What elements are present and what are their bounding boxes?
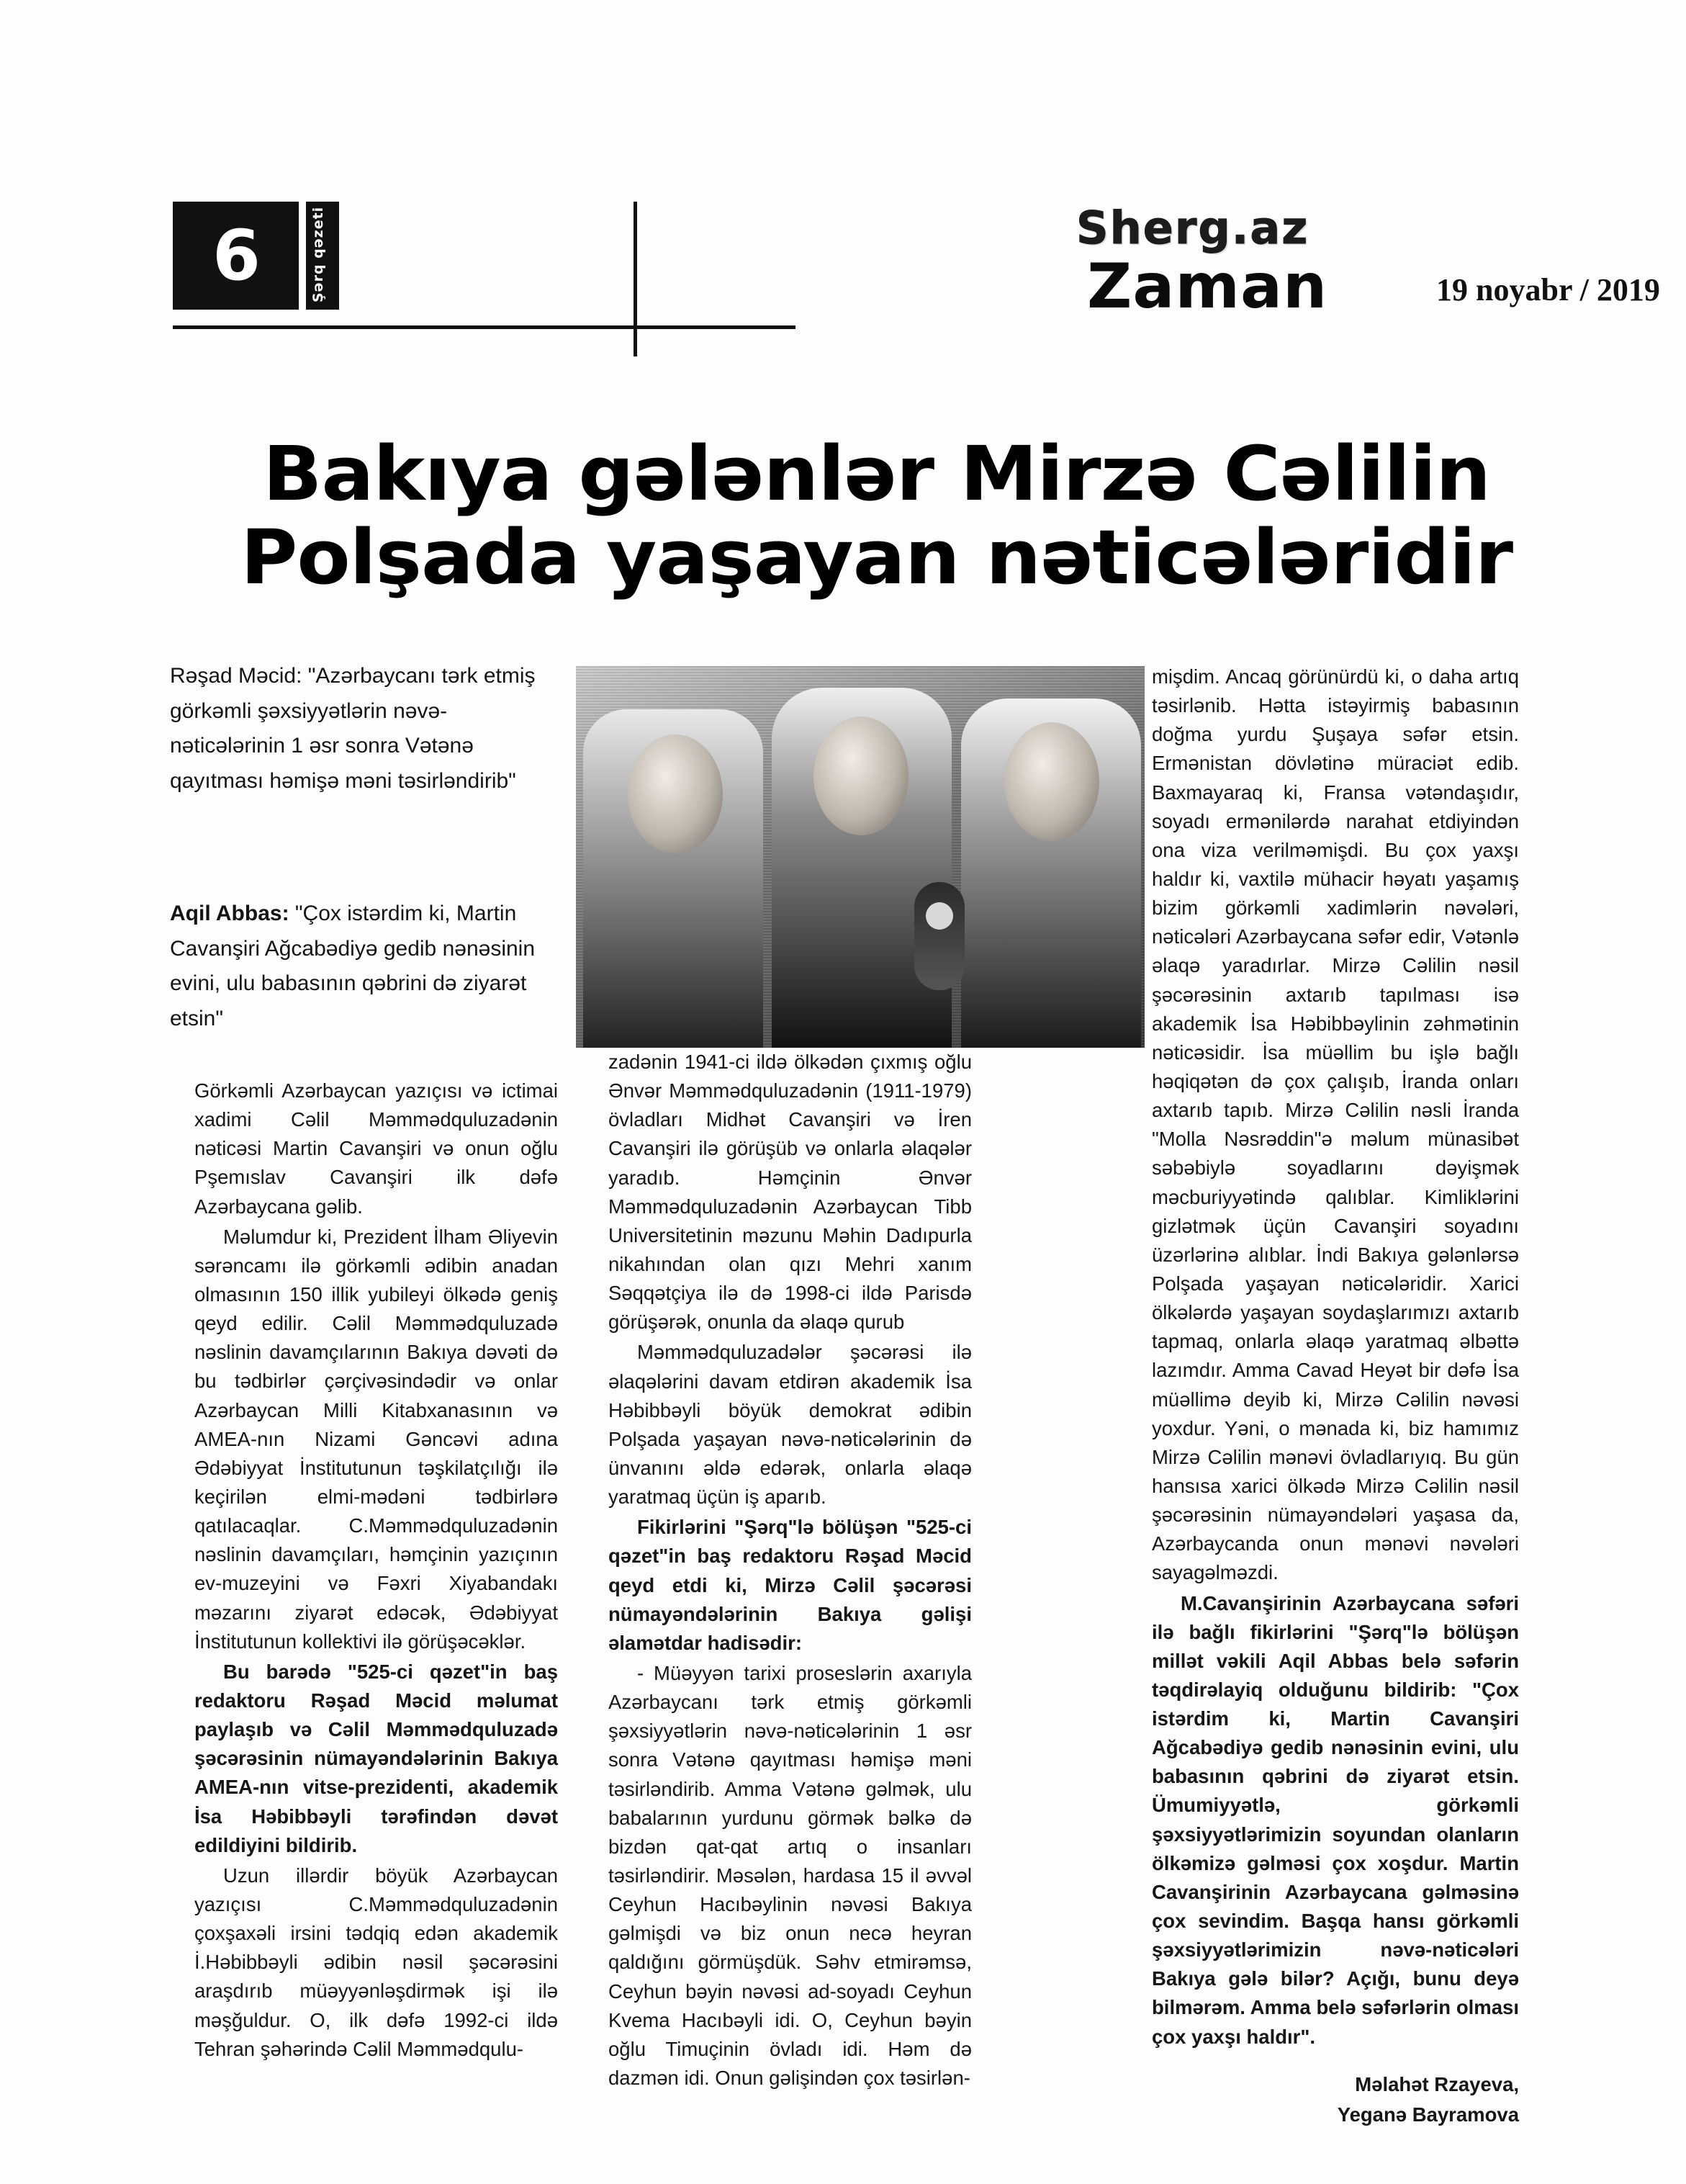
article-headline xyxy=(173,429,1580,602)
headline-line-1: Bakıya gələnlər Mirzə Cəlilin xyxy=(263,429,1491,518)
paragraph: Bu barədə "525-ci qəzet"in baş redaktoru Rəşad Məcid məlumat paylaşıb və Cəlil Məmmədquluzadə şəcərəsinin nümayəndələrinin Bakıya AMEA-nın vitse-prezidenti, akademik İsa Həbibbəyli tərəfindən dəvət edildiyini bildirib. xyxy=(194,1660,558,1856)
byline-line-1: Məlahət Rzayeva, xyxy=(1355,2072,1519,2095)
body-column-right xyxy=(1152,662,1519,2131)
paragraph: Məmmədquluzadələr şəcərəsi ilə əlaqələrini davam etdirən akademik İsa Həbibbəyli böyük demokrat ədibin Polşada yaşayan nəvə-nəticələrinin də ünvanını əldə edərək, onlarla əlaqə yaratmaq üçün iş aparıb. xyxy=(608,1341,972,1509)
issue-date: 19 noyabr / 2019 xyxy=(1436,272,1660,307)
site-url: Sherg.az xyxy=(1076,202,1309,254)
paragraph: Uzun illərdir böyük Azərbaycan yazıçısı C.Məmmədquluzadənin çoxşaxəli irsini tədqiq edən akademik İ.Həbibbəyli ədibin nəsil şəcərəsini araşdırıb müəyyənləşdirmək işi ilə məşğuldur. O, ilk dəfə 1992-ci ildə Tehran şəhərində Cəlil Məmmədqulu- xyxy=(194,1864,558,2060)
paragraph: Görkəmli Azərbaycan yazıçısı və ictimai xadimi Cəlil Məmmədquluzadənin nəticəsi Martin Cavanşiri və onun oğlu Pşemıslav Cavanşiri ilk dəfə Azərbaycana gəlib. xyxy=(194,1079,558,1218)
photo-face-left xyxy=(628,734,723,853)
article-photo xyxy=(576,666,1145,1048)
masthead-rule xyxy=(173,325,795,329)
photo-face-center xyxy=(813,716,909,835)
headline-line-2: Polşada yaşayan nəticələridir xyxy=(240,513,1513,602)
paragraph: zadənin 1941-ci ildə ölkədən çıxmış oğlu Ənvər Məmmədquluzadənin (1911-1979) övladları Midhət Cavanşiri və İren Cavanşiri ilə görüşüb və onlarla əlaqələr yaradıb. Həmçinin Ənvər Məmmədquluzadənin Azərbaycan Tibb Universitetinin məzunu Məhin Dadıpurla nikahından olan qızı Mehri xanım Səqqətçiya ilə də 1998-ci ildə Parisdə görüşərək, onunla da əlaqə qurub xyxy=(608,1051,972,1334)
paragraph: M.Cavanşirinin Azərbaycana səfəri ilə bağlı fikirlərini "Şərq"lə bölüşən millət vəkili Aqil Abbas belə səfərin təqdirəlayiq olduğunu bildirib: "Çox istərdim ki, Martin Cavanşiri Ağcabədiyə gedib nənəsinin evini, ulu babasının qəbrini də ziyarət etsin. Ümumiyyətlə, görkəmli şəxsiyyətlərimizin soyundan olanların ölkəmizə gəlməsi çox xoşdur. Martin Cavanşirinin Azərbaycana gəlməsinə çox sevindim. Başqa hansı görkəmli şəxsiyyətlərimizin nəvə-nəticələri Bakıya gələ bilər? Açığı, bunu deyə bilmərəm. Amma belə səfərlərin olması çox yaxşı haldır". xyxy=(1152,1591,1519,2048)
publication-name: Zaman xyxy=(1087,251,1328,323)
body-column-middle xyxy=(608,1048,972,2094)
photo-face-right xyxy=(1004,722,1099,841)
page-vertical-strip xyxy=(306,202,339,310)
lead-quote-resad-mecid: Rəşad Məcid: "Azərbaycanı tərk etmiş görkəmli şəxsiyyətlərin nəvə-nəticələrinin 1 əsr sonra Vətənə qayıtması həmişə məni təsirləndirib" xyxy=(170,664,536,793)
byline-line-2: Yeganə Bayramova xyxy=(1337,2103,1519,2126)
masthead xyxy=(173,202,1660,353)
lead-quote-aqil-abbas xyxy=(170,896,559,1036)
paragraph: Fikirlərini "Şərq"lə bölüşən "525-ci qəzet"in baş redaktoru Rəşad Məcid qeyd etdi ki, Mirzə Cəlil şəcərəsi nümayəndələrinin Bakıya gəlişi əlamətdar hadisədir: xyxy=(608,1516,972,1654)
paragraph: Məlumdur ki, Prezident İlham Əliyevin sərəncamı ilə görkəmli ədibin anadan olmasının 150 illik yubileyi ölkədə geniş qeyd edilir. Cəlil Məmmədquluzadə nəslinin davamçılarının Bakıya dəvəti də bu tədbirlər çərçivəsindədir və onlar Azərbaycan Milli Kitabxanasının və AMEA-nın Nizami Gəncəvi adına Ədəbiyyat İnstitutunun təşkilatçılığı ilə keçirilən elmi-mədəni tədbirlərə qatılacaqlar. C.Məmmədquluzadənin nəslinin davamçıları, həmçinin yazıçının ev-muzeyini və Fəxri Xiyabandakı məzarını ziyarət edəcək, Ədəbiyyat İnstitutunun kollektivi ilə görüşəcəklər. xyxy=(194,1225,558,1653)
lead-quote-text: "Çox istərdim ki, Martin Cavanşiri Ağcabədiyə gedib nənəsinin evini, ulu babasının qəbrini də ziyarət etsin" xyxy=(170,902,536,1030)
page-number: 6 xyxy=(173,202,299,310)
page-vertical-strip-label: Şərq qəzeti xyxy=(310,206,326,302)
body-column-left xyxy=(194,1077,558,2065)
paragraph: - Müəyyən tarixi proseslərin axarıyla Azərbaycanı tərk etmiş görkəmli şəxsiyyətlərin nəvə-nəticələrinin 1 əsr sonra Vətənə qayıtması həmişə məni təsirləndirib. Amma Vətənə gəlmək, ulu babalarının yurdunu görmək bəlkə də bizdən qat-qat artıq o insanları təsirləndirir. Məsələn, hardasa 15 il əvvəl Ceyhun Hacıbəylinin nəvəsi Bakıya gəlmişdi və biz onun necə heyran qaldığını görmüşdük. Səhv etmirəmsə, Ceyhun bəyin nəvəsi ad-soyadı Ceyhun Kvema Hacıbəyli idi. O, Ceyhun bəyin oğlu Timuçinin övladı idi. Həm də dazmən idi. Onun gəlişindən çox təsirlən- xyxy=(608,1661,972,2089)
microphone-icon xyxy=(914,882,965,990)
masthead-rule-vertical xyxy=(634,202,637,356)
lead-quote-speaker: Aqil Abbas: xyxy=(170,902,289,925)
paragraph: mişdim. Ancaq görünürdü ki, o daha artıq təsirlənib. Hətta istəyirmiş babasının doğma yurdu Şuşaya səfər etsin. Ermənistan dövlətinə müraciət edib. Baxmayaraq ki, Fransa vətəndaşıdır, soyadı ermənilərdə narahat etdiyindən ona viza verilməmişdi. Bu çox yaxşı haldır ki, vaxtilə mühacir həyatı yaşamış bizim görkəmli xadimlərin nəvələri, nəticələri Azərbaycana səfər edir, Vətənlə əlaqə yaradırlar. Mirzə Cəlilin nəsil şəcərəsinin axtarıb tapılması isə akademik İsa Həbibbəylinin zəhmətinin nəticəsidir. İsa müəllim bu işlə bağlı həqiqətən də çox çalışıb, İranda onları axtarıb tapıb. Mirzə Cəlilin nəsli İranda "Molla Nəsrəddin"ə məlum münasibət səbəbiylə soyadlarını dəyişmək məcburiyyətində qalıblar. Kimliklərini gizlətmək üçün Cavanşiri soyadını üzərlərinə alıblar. İndi Bakıya gələnlərsə Polşada yaşayan nəticələridir. Xarici ölkələrdə yaşayan soydaşlarımızı axtarıb tapmaq, onlarla əlaqə yaratmaq əlbəttə lazımdır. Amma Cavad Heyət bir dəfə İsa müəllimə deyib ki, Mirzə Cəlilin nəvəsi yoxdur. Yəni, o mənada ki, biz hamımız Mirzə Cəlilin mənəvi övladlarıyıq. Bu gün hansısa xarici ölkədə Mirzə Cəlilin nəsil şəcərəsinin nümayəndələri yaşasa da, Azərbaycanda onun mənəvi nəvələri sayagəlməzdi. xyxy=(1152,665,1519,1584)
